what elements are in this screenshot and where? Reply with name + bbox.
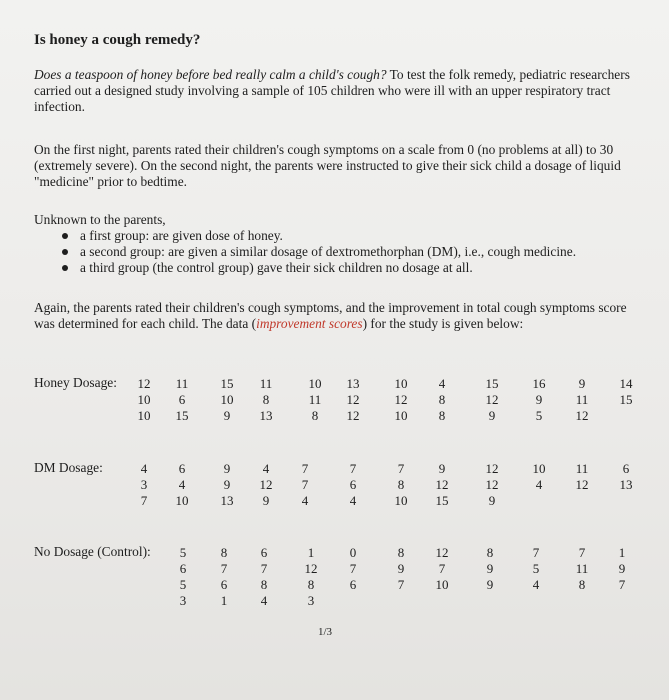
control-score-value: 8: [307, 577, 315, 592]
control-score-value: 8: [220, 545, 228, 560]
control-score-column: [252, 545, 276, 609]
control-score-value: 9: [397, 561, 405, 576]
honey-score-value: 10: [220, 392, 234, 407]
honey-score-value: 11: [259, 376, 273, 391]
dm-score-column: [293, 461, 317, 509]
dm-score-value: 7: [349, 461, 357, 476]
dm-score-column: [389, 461, 413, 509]
control-score-column: [341, 545, 365, 593]
intro-question: Does a teaspoon of honey before bed really calm a child's cough?: [34, 67, 387, 82]
dm-score-value: 12: [259, 477, 273, 492]
honey-score-value: 8: [438, 392, 446, 407]
control-score-value: 1: [220, 593, 228, 608]
procedure-paragraph: On the first night, parents rated their children's cough symptoms on a scale from 0 (no problems at all) to 30 (extremely severe). On the second night, the parents were instructed to give their sick child a dosage of liquid "medicine" prior to bedtime.: [34, 142, 621, 189]
dm-score-value: 10: [394, 493, 408, 508]
dm-score-value: 8: [397, 477, 405, 492]
control-score-value: 6: [179, 561, 187, 576]
control-score-value: 4: [532, 577, 540, 592]
honey-score-column: [303, 376, 327, 424]
dm-score-column: [170, 461, 194, 509]
control-score-value: 7: [578, 545, 586, 560]
honey-score-value: 10: [394, 376, 408, 391]
dm-score-value: 15: [435, 493, 449, 508]
control-score-column: [212, 545, 236, 609]
results-paragraph: [34, 300, 634, 332]
dm-score-column: [570, 461, 594, 493]
honey-score-value: 12: [575, 408, 589, 423]
dm-score-value: 10: [532, 461, 546, 476]
dm-score-value: 9: [488, 493, 496, 508]
honey-score-value: 10: [308, 376, 322, 391]
group-bullet-control: a third group (the control group) gave their sick children no dosage at all.: [60, 260, 634, 276]
dm-score-value: 3: [140, 477, 148, 492]
dm-score-value: 13: [220, 493, 234, 508]
honey-score-column: [389, 376, 413, 424]
control-score-value: 7: [438, 561, 446, 576]
dm-score-value: 12: [485, 461, 499, 476]
honey-score-value: 15: [220, 376, 234, 391]
control-score-value: 7: [618, 577, 626, 592]
dm-score-value: 6: [622, 461, 630, 476]
dm-score-column: [254, 461, 278, 509]
dm-score-value: 4: [535, 477, 543, 492]
dm-score-column: [132, 461, 156, 509]
honey-score-column: [132, 376, 156, 424]
honey-score-value: 15: [485, 376, 499, 391]
control-score-value: 7: [349, 561, 357, 576]
control-score-value: 10: [435, 577, 449, 592]
dm-score-column: [341, 461, 365, 509]
honey-score-value: 9: [578, 376, 586, 391]
control-score-column: [430, 545, 454, 593]
honey-score-value: 12: [346, 408, 360, 423]
control-score-value: 12: [304, 561, 318, 576]
control-score-value: 9: [618, 561, 626, 576]
control-score-value: 7: [397, 577, 405, 592]
control-score-value: 12: [435, 545, 449, 560]
control-score-value: 6: [260, 545, 268, 560]
dm-score-value: 10: [175, 493, 189, 508]
honey-score-value: 14: [619, 376, 633, 391]
honey-score-column: [254, 376, 278, 424]
dm-score-value: 7: [301, 461, 309, 476]
dm-group-label: DM Dosage:: [34, 460, 103, 475]
control-score-value: 3: [179, 593, 187, 608]
dm-score-value: 9: [223, 461, 231, 476]
control-score-value: 7: [532, 545, 540, 560]
dm-score-value: 12: [485, 477, 499, 492]
control-score-column: [524, 545, 548, 593]
control-score-value: 1: [307, 545, 315, 560]
dm-score-column: [527, 461, 551, 493]
dm-score-value: 4: [178, 477, 186, 492]
dm-score-value: 6: [349, 477, 357, 492]
honey-score-value: 11: [575, 392, 589, 407]
dm-score-value: 7: [140, 493, 148, 508]
control-score-column: [570, 545, 594, 593]
control-score-value: 9: [486, 577, 494, 592]
control-score-value: 8: [260, 577, 268, 592]
control-score-value: 7: [220, 561, 228, 576]
honey-score-value: 11: [308, 392, 322, 407]
results-text-b: ) for the study is given below:: [362, 316, 524, 331]
honey-score-column: [614, 376, 638, 408]
honey-score-value: 10: [137, 392, 151, 407]
dm-score-column: [614, 461, 638, 493]
dm-score-value: 6: [178, 461, 186, 476]
control-score-value: 6: [349, 577, 357, 592]
dm-score-value: 7: [397, 461, 405, 476]
dm-score-value: 4: [349, 493, 357, 508]
group-bullet-dm: a second group: are given a similar dosage of dextromethorphan (DM), i.e., cough medicine.: [60, 244, 634, 260]
honey-score-value: 12: [485, 392, 499, 407]
honey-score-value: 9: [488, 408, 496, 423]
control-score-value: 5: [179, 545, 187, 560]
dm-score-value: 9: [438, 461, 446, 476]
control-score-column: [389, 545, 413, 593]
honey-score-value: 12: [137, 376, 151, 391]
honey-score-value: 4: [438, 376, 446, 391]
honey-score-value: 12: [394, 392, 408, 407]
control-score-value: 9: [486, 561, 494, 576]
document-title: Is honey a cough remedy?: [34, 32, 201, 48]
control-score-value: 6: [220, 577, 228, 592]
honey-score-value: 9: [223, 408, 231, 423]
honey-score-value: 15: [619, 392, 633, 407]
honey-score-value: 9: [535, 392, 543, 407]
honey-score-column: [170, 376, 194, 424]
control-score-value: 8: [578, 577, 586, 592]
honey-group-label: Honey Dosage:: [34, 375, 117, 390]
groups-intro: Unknown to the parents,: [34, 212, 166, 227]
control-score-value: 5: [532, 561, 540, 576]
dm-score-value: 4: [140, 461, 148, 476]
control-score-value: 11: [575, 561, 589, 576]
honey-score-column: [430, 376, 454, 424]
intro-paragraph: [34, 67, 634, 115]
control-score-value: 8: [486, 545, 494, 560]
dm-score-value: 11: [575, 461, 589, 476]
honey-score-value: 15: [175, 408, 189, 423]
control-score-value: 7: [260, 561, 268, 576]
control-group-label: No Dosage (Control):: [34, 544, 151, 559]
honey-score-column: [527, 376, 551, 424]
honey-score-value: 13: [259, 408, 273, 423]
dm-score-value: 9: [262, 493, 270, 508]
honey-score-value: 5: [535, 408, 543, 423]
dm-score-value: 9: [223, 477, 231, 492]
control-score-column: [478, 545, 502, 593]
dm-score-value: 7: [301, 477, 309, 492]
honey-score-value: 13: [346, 376, 360, 391]
honey-score-value: 6: [178, 392, 186, 407]
dm-score-value: 4: [262, 461, 270, 476]
control-score-value: 4: [260, 593, 268, 608]
control-score-value: 5: [179, 577, 187, 592]
dm-score-value: 13: [619, 477, 633, 492]
honey-score-value: 8: [311, 408, 319, 423]
honey-score-column: [570, 376, 594, 424]
honey-score-column: [341, 376, 365, 424]
groups-description: [34, 212, 634, 276]
dm-score-column: [480, 461, 504, 509]
honey-score-column: [480, 376, 504, 424]
groups-list: [34, 228, 634, 276]
honey-score-value: 11: [175, 376, 189, 391]
improvement-scores-highlight: improvement scores: [256, 316, 363, 331]
dm-score-value: 12: [435, 477, 449, 492]
control-score-column: [171, 545, 195, 609]
dm-score-column: [215, 461, 239, 509]
honey-score-value: 10: [394, 408, 408, 423]
dm-score-value: 12: [575, 477, 589, 492]
dm-score-value: 4: [301, 493, 309, 508]
honey-score-column: [215, 376, 239, 424]
honey-score-value: 10: [137, 408, 151, 423]
control-score-value: 8: [397, 545, 405, 560]
control-score-value: 0: [349, 545, 357, 560]
control-score-value: 1: [618, 545, 626, 560]
group-bullet-honey: a first group: are given dose of honey.: [60, 228, 634, 244]
page-number: 1/3: [318, 626, 333, 638]
honey-score-value: 8: [438, 408, 446, 423]
control-score-value: 3: [307, 593, 315, 608]
honey-score-value: 8: [262, 392, 270, 407]
intro-text: To test the folk remedy, pediatric researchers carried out a designed study involving a sample of 105 children who were ill with an upper respiratory tract infection.: [34, 67, 630, 114]
honey-score-value: 12: [346, 392, 360, 407]
control-score-column: [610, 545, 634, 593]
control-score-column: [299, 545, 323, 609]
dm-score-column: [430, 461, 454, 509]
results-text-a: Again, the parents rated their children's cough symptoms, and the improvement in total cough symptoms score was determined for each child. The data (: [34, 300, 627, 331]
honey-score-value: 16: [532, 376, 546, 391]
